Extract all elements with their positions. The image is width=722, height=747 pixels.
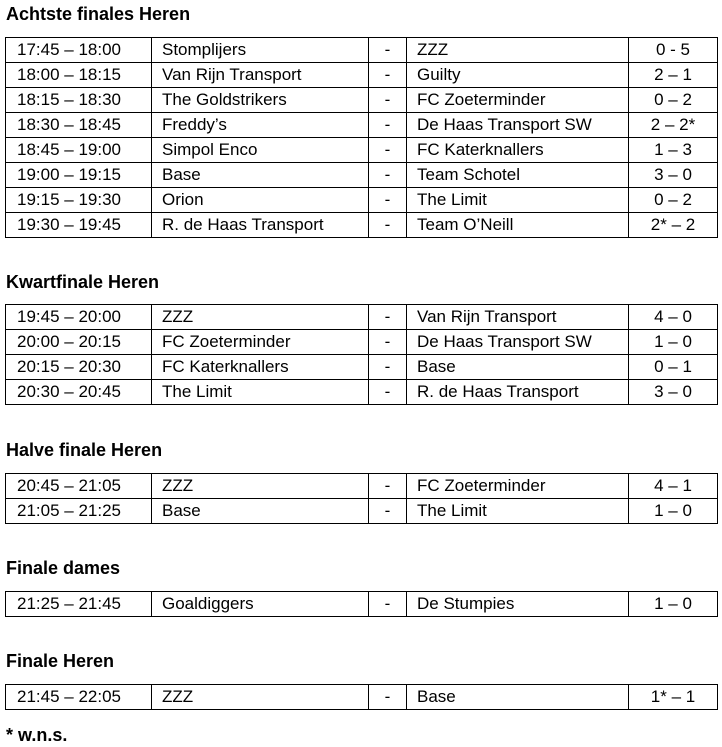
home-team: Orion — [152, 188, 369, 213]
match-time: 21:45 – 22:05 — [6, 685, 152, 710]
match-score: 2 – 2* — [629, 113, 718, 138]
home-team: Base — [152, 499, 369, 524]
away-team: Base — [407, 355, 629, 380]
away-team: Team Schotel — [407, 163, 629, 188]
away-team: Guilty — [407, 63, 629, 88]
home-team: Van Rijn Transport — [152, 63, 369, 88]
table-row — [6, 113, 718, 138]
away-team: FC Zoeterminder — [407, 474, 629, 499]
versus-separator: - — [369, 330, 407, 355]
schedule-table-finale-dames — [5, 591, 718, 617]
home-team: FC Katerknallers — [152, 355, 369, 380]
home-team: ZZZ — [152, 474, 369, 499]
table-row — [6, 685, 718, 710]
section-title-kwartfinale: Kwartfinale Heren — [6, 272, 160, 292]
versus-separator: - — [369, 213, 407, 238]
away-team: Van Rijn Transport — [407, 305, 629, 330]
table-row — [6, 163, 718, 188]
section-title-finale-heren: Finale Heren — [6, 651, 115, 671]
table-row — [6, 305, 718, 330]
home-team: Base — [152, 163, 369, 188]
match-time: 18:15 – 18:30 — [6, 88, 152, 113]
table-row — [6, 63, 718, 88]
match-time: 19:00 – 19:15 — [6, 163, 152, 188]
versus-separator: - — [369, 63, 407, 88]
match-time: 20:15 – 20:30 — [6, 355, 152, 380]
match-score: 3 – 0 — [629, 163, 718, 188]
versus-separator: - — [369, 355, 407, 380]
match-score: 3 – 0 — [629, 380, 718, 405]
match-time: 20:30 – 20:45 — [6, 380, 152, 405]
match-time: 19:15 – 19:30 — [6, 188, 152, 213]
home-team: Stomplijers — [152, 38, 369, 63]
away-team: FC Katerknallers — [407, 138, 629, 163]
table-row — [6, 330, 718, 355]
table-row — [6, 355, 718, 380]
table-row — [6, 380, 718, 405]
versus-separator: - — [369, 592, 407, 617]
away-team: De Haas Transport SW — [407, 330, 629, 355]
versus-separator: - — [369, 188, 407, 213]
match-time: 18:00 – 18:15 — [6, 63, 152, 88]
match-time: 18:30 – 18:45 — [6, 113, 152, 138]
match-time: 17:45 – 18:00 — [6, 38, 152, 63]
match-score: 1 – 0 — [629, 330, 718, 355]
table-row — [6, 88, 718, 113]
versus-separator: - — [369, 474, 407, 499]
match-score: 1* – 1 — [629, 685, 718, 710]
versus-separator: - — [369, 163, 407, 188]
table-row — [6, 38, 718, 63]
away-team: The Limit — [407, 499, 629, 524]
match-score: 1 – 3 — [629, 138, 718, 163]
match-time: 20:45 – 21:05 — [6, 474, 152, 499]
home-team: The Goldstrikers — [152, 88, 369, 113]
match-time: 21:25 – 21:45 — [6, 592, 152, 617]
table-row — [6, 592, 718, 617]
match-score: 0 – 2 — [629, 188, 718, 213]
away-team: FC Zoeterminder — [407, 88, 629, 113]
match-time: 19:45 – 20:00 — [6, 305, 152, 330]
match-score: 4 – 1 — [629, 474, 718, 499]
home-team: R. de Haas Transport — [152, 213, 369, 238]
match-time: 19:30 – 19:45 — [6, 213, 152, 238]
home-team: ZZZ — [152, 305, 369, 330]
match-time: 20:00 – 20:15 — [6, 330, 152, 355]
versus-separator: - — [369, 685, 407, 710]
schedule-table-finale-heren — [5, 684, 718, 710]
versus-separator: - — [369, 138, 407, 163]
section-title-finale-dames: Finale dames — [6, 558, 121, 578]
home-team: ZZZ — [152, 685, 369, 710]
home-team: The Limit — [152, 380, 369, 405]
section-title-halve-finale: Halve finale Heren — [6, 440, 163, 460]
table-row — [6, 138, 718, 163]
versus-separator: - — [369, 88, 407, 113]
away-team: De Haas Transport SW — [407, 113, 629, 138]
away-team: The Limit — [407, 188, 629, 213]
versus-separator: - — [369, 305, 407, 330]
table-row — [6, 213, 718, 238]
match-time: 21:05 – 21:25 — [6, 499, 152, 524]
away-team: R. de Haas Transport — [407, 380, 629, 405]
versus-separator: - — [369, 499, 407, 524]
table-row — [6, 188, 718, 213]
home-team: Simpol Enco — [152, 138, 369, 163]
versus-separator: - — [369, 380, 407, 405]
footnote-wns: * w.n.s. — [6, 725, 68, 745]
away-team: Team O’Neill — [407, 213, 629, 238]
home-team: Freddy’s — [152, 113, 369, 138]
schedule-table-kwartfinale — [5, 304, 718, 405]
schedule-table-halve-finale — [5, 473, 718, 524]
away-team: ZZZ — [407, 38, 629, 63]
away-team: Base — [407, 685, 629, 710]
versus-separator: - — [369, 38, 407, 63]
match-score: 0 - 5 — [629, 38, 718, 63]
table-row — [6, 474, 718, 499]
match-score: 1 – 0 — [629, 499, 718, 524]
match-score: 1 – 0 — [629, 592, 718, 617]
match-score: 0 – 2 — [629, 88, 718, 113]
versus-separator: - — [369, 113, 407, 138]
section-title-achtste-finales: Achtste finales Heren — [6, 4, 191, 24]
schedule-table-achtste-finales — [5, 37, 718, 238]
match-score: 2* – 2 — [629, 213, 718, 238]
match-score: 4 – 0 — [629, 305, 718, 330]
match-score: 0 – 1 — [629, 355, 718, 380]
table-row — [6, 499, 718, 524]
match-time: 18:45 – 19:00 — [6, 138, 152, 163]
home-team: FC Zoeterminder — [152, 330, 369, 355]
match-score: 2 – 1 — [629, 63, 718, 88]
home-team: Goaldiggers — [152, 592, 369, 617]
away-team: De Stumpies — [407, 592, 629, 617]
